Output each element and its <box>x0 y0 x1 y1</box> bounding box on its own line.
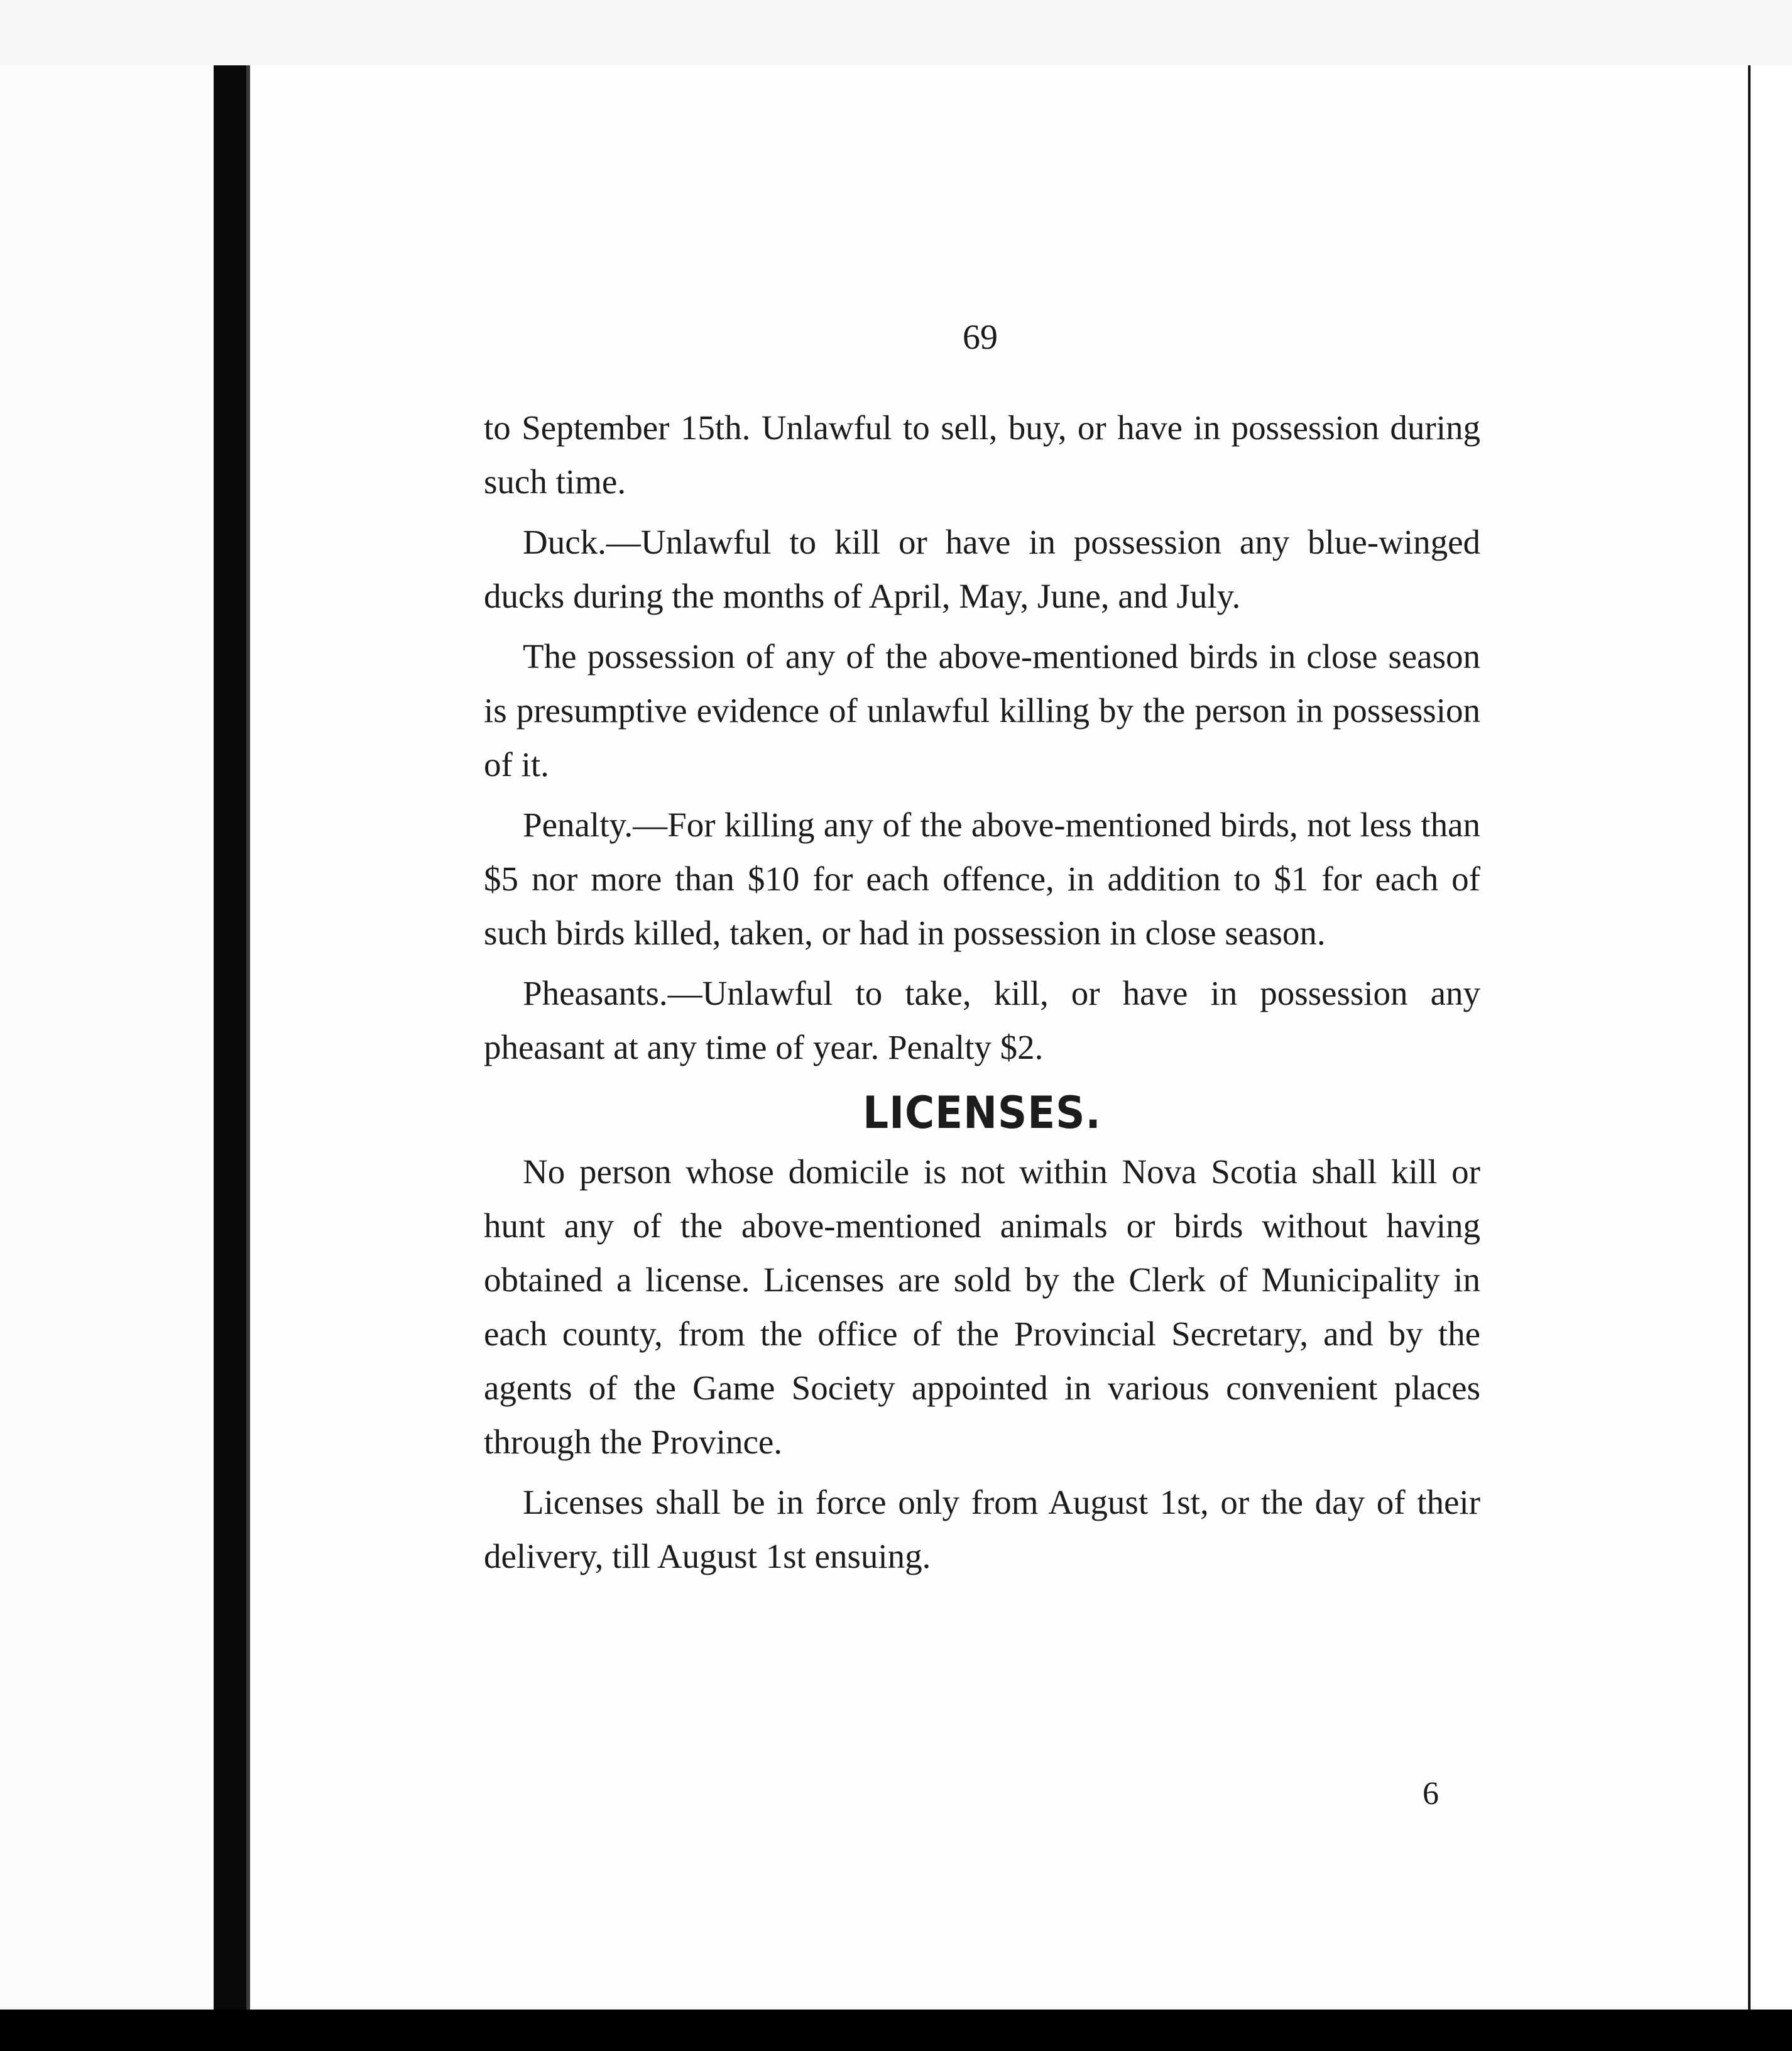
signature-mark: 6 <box>1423 1776 1439 1812</box>
paragraph-pheasants: Pheasants.—Unlawful to take, kill, or have in possession any pheasant at any time of year. Penalty $2. <box>484 974 1480 1066</box>
scan-bottom-margin <box>0 2010 1792 2051</box>
paragraph-licenses-nonresident: No person whose domicile is not within Nova Scotia shall kill or hunt any of the above-mentioned animals or birds without having obtained a license. Licenses are sold by the Clerk of Municipality in each county, from the office of the Provincial Secretary, and by the agents of the Game Society appointed in various convenient places through the Province. <box>484 1152 1480 1461</box>
paragraph-licenses-duration: Licenses shall be in force only from August 1st, or the day of their delivery, till August 1st ensuing. <box>484 1483 1480 1575</box>
paragraph-september: to September 15th. Unlawful to sell, buy, or have in possession during such time. <box>484 408 1480 501</box>
section-heading-licenses: LICENSES. <box>863 1087 1101 1139</box>
page-number: 69 <box>963 318 998 357</box>
paragraph-penalty: Penalty.—For killing any of the above-mentioned birds, not less than $5 nor more than $10 for each offence, in addition to $1 for each of such birds killed, taken, or had in possession in close season. <box>484 806 1480 952</box>
paragraph-duck: Duck.—Unlawful to kill or have in possession any blue-winged ducks during the months of April, May, June, and July. <box>484 523 1480 615</box>
scan-right-margin <box>1748 65 1792 2010</box>
paragraph-possession: The possession of any of the above-mentioned birds in close season is presumptive evidence of unlawful killing by the person in possession of it. <box>484 637 1480 784</box>
page-edge-line <box>1748 65 1751 2010</box>
book-gutter <box>214 65 246 2010</box>
scan-top-margin <box>0 0 1792 65</box>
left-page <box>0 65 214 2010</box>
page-body <box>484 401 1480 1590</box>
